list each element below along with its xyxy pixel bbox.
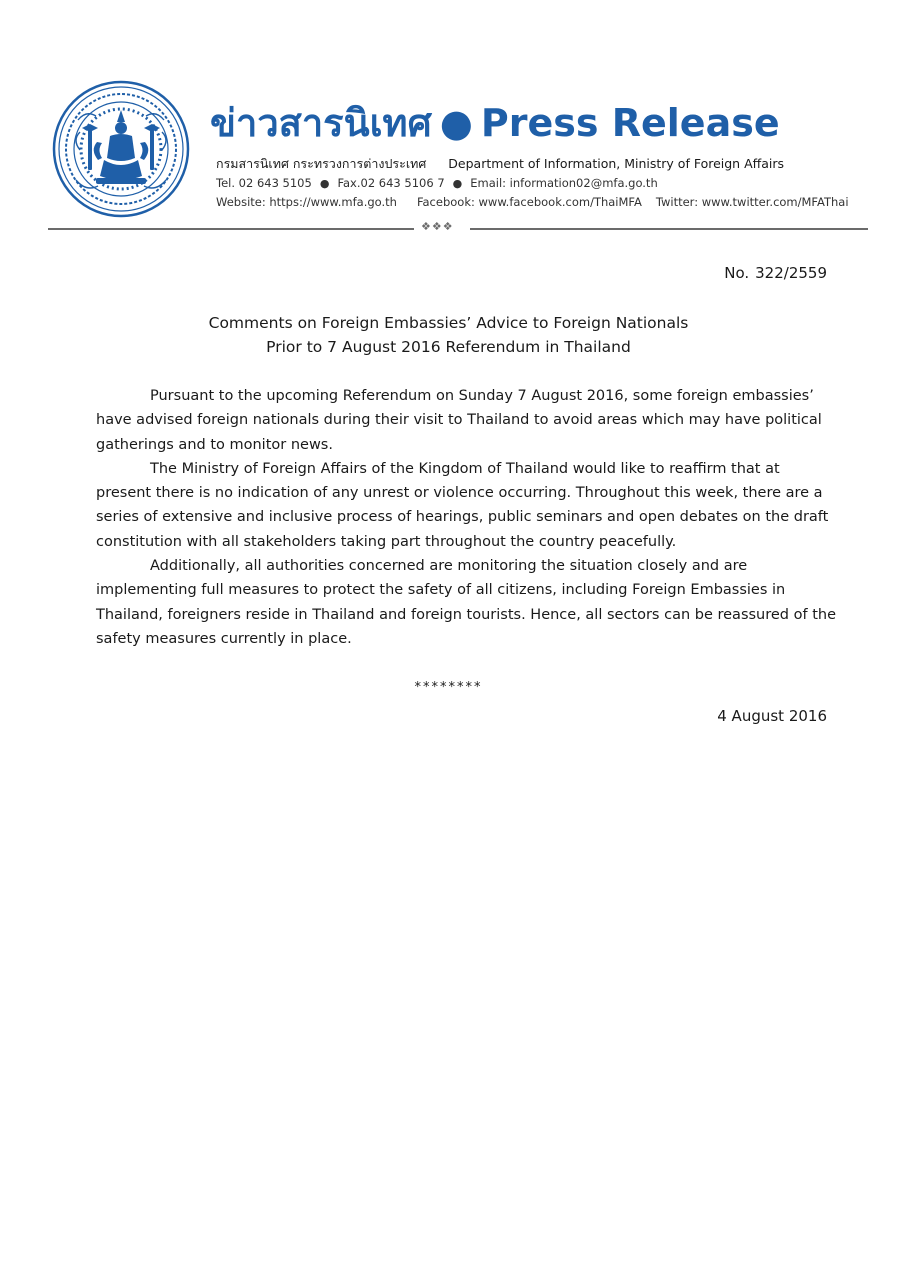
masthead-title-english: Press Release — [480, 101, 780, 145]
header-divider-right — [470, 228, 868, 230]
masthead-bullet: ● — [439, 101, 473, 145]
headline-line-2: Prior to 7 August 2016 Referendum in Thailand — [266, 338, 631, 356]
contact-line — [216, 176, 658, 190]
header-divider-ornament: ❖❖❖ — [421, 220, 454, 233]
document-number — [724, 264, 827, 282]
ministry-seal-icon — [52, 80, 190, 218]
body-paragraph-1: Pursuant to the upcoming Referendum on Sunday 7 August 2016, some foreign embassies’ have advised foreign nationals during their visit to Thailand to avoid areas which may have political gatherings and to monitor news. — [96, 388, 822, 453]
department-thai: กรมสารนิเทศ กระทรวงการต่างประเทศ — [216, 156, 427, 171]
website-link: Website: https://www.mfa.go.th — [216, 195, 397, 209]
contact-separator: ● — [452, 177, 463, 190]
closing-asterisks: ******** — [414, 680, 483, 695]
body-paragraph-2: The Ministry of Foreign Affairs of the Kingdom of Thailand would like to reaffirm that at present there is no indication of any unrest or violence occurring. Throughout this week, there are a series of extensive and inclusive process of hearings, public seminars and open debates on the draft constitution with all stakeholders taking part throughout the country peacefully. — [96, 460, 829, 550]
header-divider-left — [48, 228, 414, 230]
masthead-title-thai: ข่าวสารนิเทศ — [210, 101, 432, 145]
body-text — [96, 384, 836, 651]
document-number-value: 322/2559 — [755, 264, 827, 282]
department-english: Department of Information, Ministry of Foreign Affairs — [448, 156, 785, 171]
body-paragraph-3: Additionally, all authorities concerned are monitoring the situation closely and are implementing full measures to protect the safety of all citizens, including Foreign Embassies in Thailand, foreigners reside in Thailand and foreign tourists. Hence, all sectors can be reassured of the safety measures currently in place. — [96, 558, 836, 647]
document-date: 4 August 2016 — [717, 707, 827, 725]
masthead-title — [210, 101, 780, 145]
twitter-link: Twitter: www.twitter.com/MFAThai — [655, 195, 849, 209]
facebook-link: Facebook: www.facebook.com/ThaiMFA — [416, 195, 642, 209]
fax-number: Fax.02 643 5106 7 — [337, 176, 445, 190]
email-address: Email: information02@mfa.go.th — [470, 176, 658, 190]
web-line — [216, 195, 849, 209]
tel-number: Tel. 02 643 5105 — [216, 176, 312, 190]
department-line — [216, 154, 784, 174]
document-number-label: No. — [724, 264, 750, 282]
headline-line-1: Comments on Foreign Embassies’ Advice to Foreign Nationals — [208, 314, 689, 332]
contact-separator: ● — [319, 177, 330, 190]
